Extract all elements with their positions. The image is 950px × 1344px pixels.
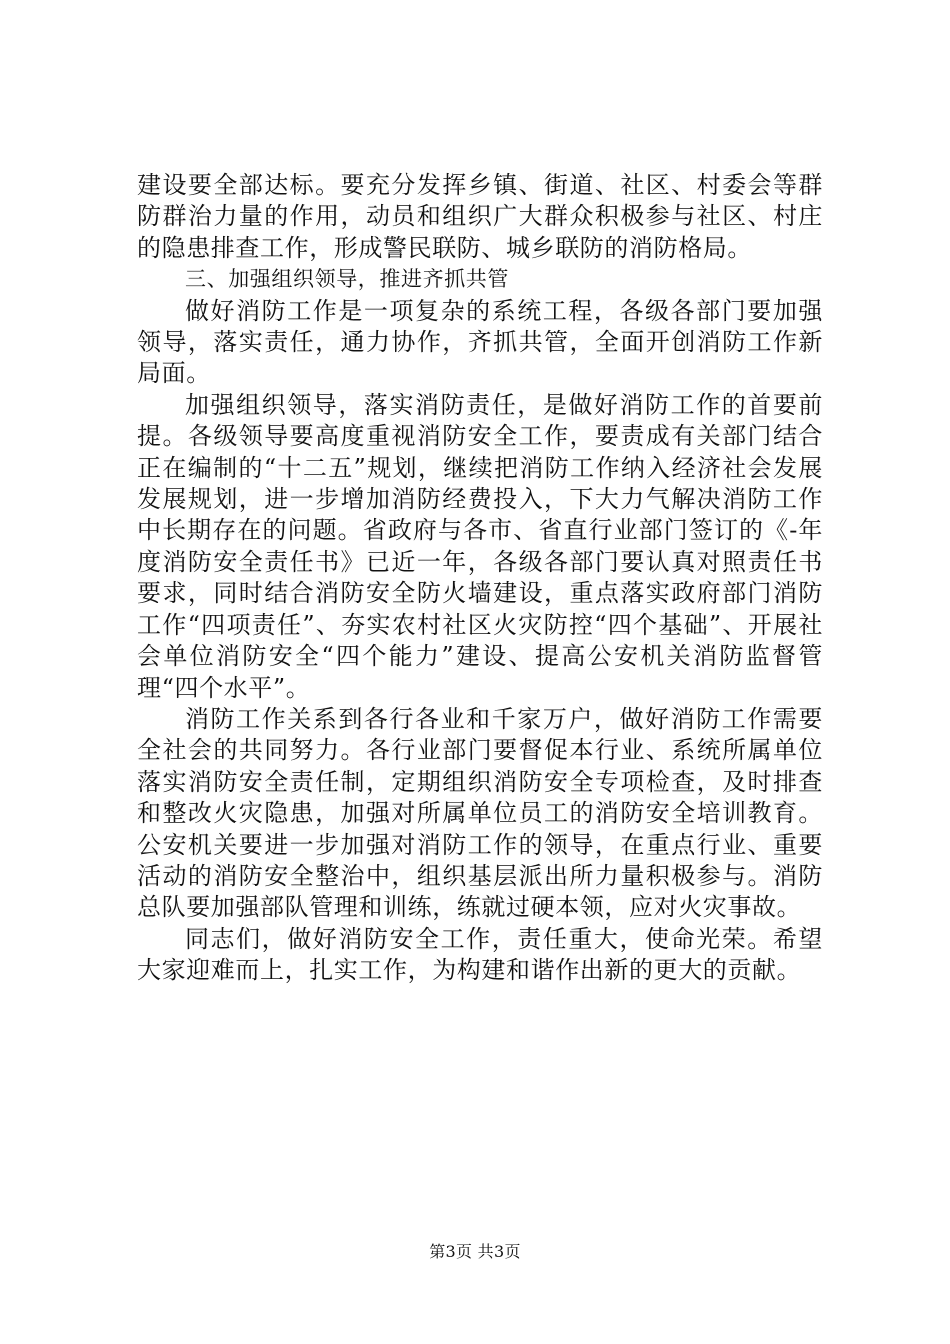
paragraph-continuation: 建设要全部达标。要充分发挥乡镇、街道、社区、村委会等群防群治力量的作用，动员和组织广大群众积极参与社区、村庄的隐患排查工作，形成警民联防、城乡联防的消防格局。 <box>137 171 823 262</box>
document-body <box>137 170 823 987</box>
section-heading: 三、加强组织领导，推进齐抓共管 <box>185 267 509 292</box>
paragraph-closing: 同志们，做好消防安全工作，责任重大，使命光荣。希望大家迎难而上，扎实工作，为构建和谐作出新的更大的贡献。 <box>137 924 823 985</box>
paragraph-intro: 做好消防工作是一项复杂的系统工程，各级各部门要加强领导，落实责任，通力协作，齐抓共管，全面开创消防工作新局面。 <box>137 296 823 388</box>
paragraph-society: 消防工作关系到各行各业和千家万户，做好消防工作需要全社会的共同努力。各行业部门要督促本行业、系统所属单位落实消防安全责任制，定期组织消防安全专项检查，及时排查和整改火灾隐患，加强对所属单位员工的消防安全培训教育。公安机关要进一步加强对消防工作的领导，在重点行业、重要活动的消防安全整治中，组织基层派出所力量积极参与。消防总队要加强部队管理和训练，练就过硬本领，应对火灾事故。 <box>137 704 823 922</box>
paragraph-leadership: 加强组织领导，落实消防责任，是做好消防工作的首要前提。各级领导要高度重视消防安全工作，要责成有关部门结合正在编制的“十二五”规划，继续把消防工作纳入经济社会发展发展规划，进一步增加消防经费投入，下大力气解决消防工作中长期存在的问题。省政府与各市、省直行业部门签订的《-年度消防安全责任书》已近一年，各级各部门要认真对照责任书要求，同时结合消防安全防火墙建设，重点落实政府部门消防工作“四项责任”、夯实农村社区火灾防控“四个基础”、开展社会单位消防安全“四个能力”建设、提高公安机关消防监督管理“四个水平”。 <box>137 390 823 702</box>
page-number-footer: 第3页 共3页 <box>429 1242 521 1261</box>
